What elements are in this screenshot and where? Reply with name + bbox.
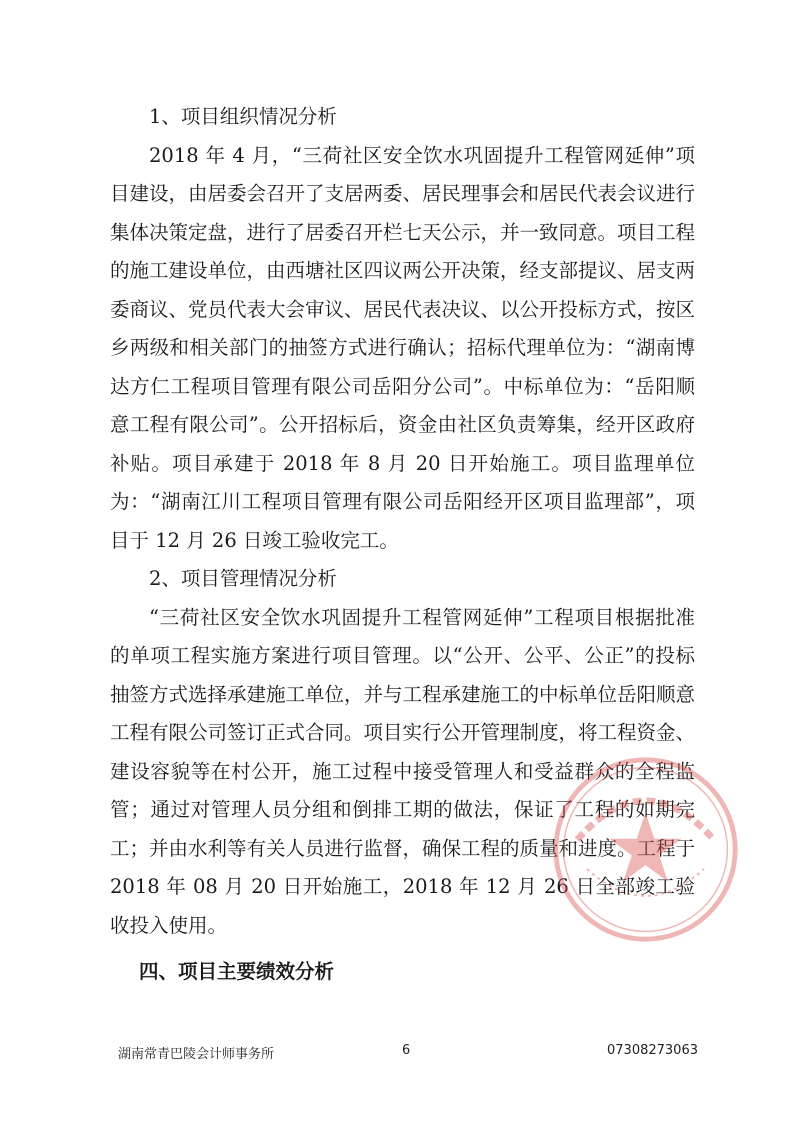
footer-firm-name: 湖南常青巴陵会计师事务所: [118, 1047, 275, 1062]
chapter-heading-performance: 四、项目主要绩效分析: [139, 960, 335, 983]
footer-page-number: 6: [402, 1043, 411, 1058]
section-body-organization: 2018 年 4 月，“三荷社区安全饮水巩固提升工程管网延伸”项目建设，由居委会召开了支居两委、居民理事会和居民代表会议进行集体决策定盘，进行了居委召开栏七天公示，并一致同意。项目工程的施工建设单位，由西塘社区四议两公开决策，经支部提议、居支两委商议、党员代表大会审议、居民代表决议、以公开投标方式，按区乡两级和相关部门的抽签方式进行确认；招标代理单位为：“湖南博达方仁工程项目管理有限公司岳阳分公司”。中标单位为：“岳阳顺意工程有限公司”。公开招标后，资金由社区负责筹集，经开区政府补贴。项目承建于 2018 年 8 月 20 日开始施工。项目监理单位为：“湖南江川工程项目管理有限公司岳阳经开区项目监理部”，项目于 12 月 26 日竣工验收完工。: [110, 143, 696, 552]
section-heading-management: 2、项目管理情况分析: [149, 567, 337, 590]
document-body: [110, 98, 695, 992]
page-footer: [118, 1043, 698, 1063]
section-body-management: “三荷社区安全饮水巩固提升工程管网延伸”工程项目根据批准的单项工程实施方案进行项目管理。以“公开、公平、公正”的投标抽签方式选择承建施工单位，并与工程承建施工的中标单位岳阳顺意工程有限公司签订正式合同。项目实行公开管理制度，将工程资金、建设容貌等在村公开，施工过程中接受管理人和受益群众的全程监管；通过对管理人员分组和倒排工期的做法，保证了工程的如期完工；并由水利等有关人员进行监督，确保工程的质量和进度。工程于 2018 年 08 月 20 日开始施工，2018 年 12 月 26 日全部竣工验收投入使用。: [110, 605, 696, 937]
section-heading-organization: 1、项目组织情况分析: [149, 105, 337, 128]
footer-phone: 07308273063: [607, 1043, 698, 1058]
